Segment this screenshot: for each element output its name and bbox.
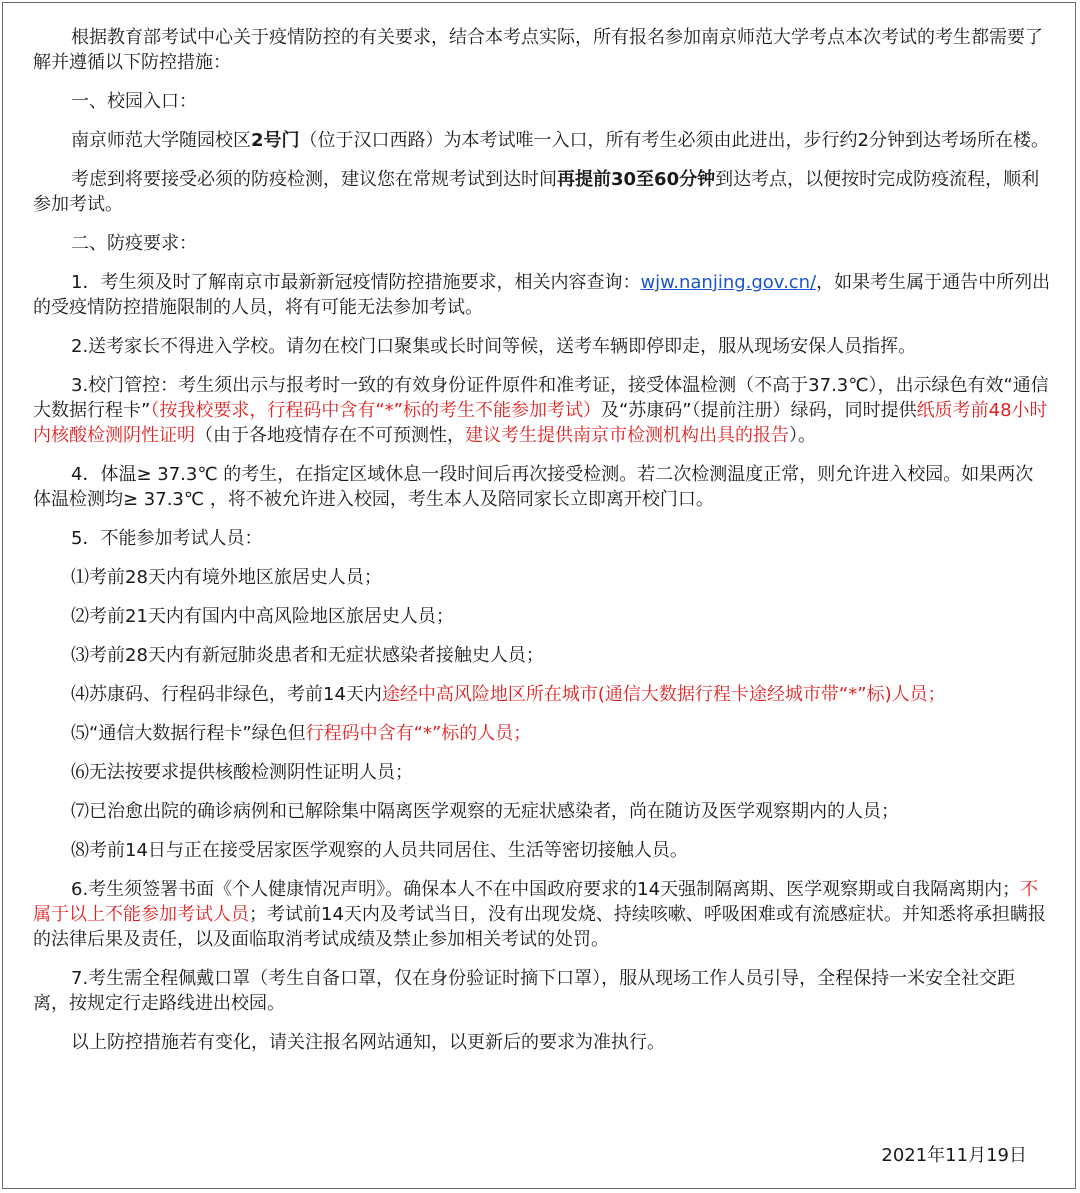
rule-7: 7.考生需全程佩戴口罩（考生自备口罩，仅在身份验证时摘下口罩），服从现场工作人员引导，全程保持一米安全社交距离，按规定行走路线进出校园。 — [33, 968, 1016, 1014]
exclusion-item-7: ⑺已治愈出院的确诊病例和已解除集中隔离医学观察的无症状感染者，尚在随访及医学观察期内的人员； — [71, 801, 899, 822]
arrival-text-a: 考虑到将要接受必须的防疫检测，建议您在常规考试到达时间 — [71, 169, 557, 190]
rule-3 — [33, 373, 1051, 448]
exclusion-item-1: ⑴考前28天内有境外地区旅居史人员； — [71, 567, 382, 588]
entrance-text-a: 南京师范大学随园校区 — [71, 130, 251, 151]
exclusion-item-5 — [33, 721, 1051, 746]
rule-3-text-a: 3.校门管控：考生须出示与报考时一致的有效身份证件原件和准考证，接受体温检测（不高于37.3℃），出示绿色有效“通信大数据行程卡” — [33, 375, 1049, 421]
rule-1 — [33, 270, 1051, 320]
exclusion-item-2: ⑵考前21天内有国内中高风险地区旅居史人员； — [71, 606, 454, 627]
entrance-text-c: （位于汉口西路）为本考试唯一入口，所有考生必须由此进出，步行约2分钟到达考场所在楼。 — [299, 130, 1049, 151]
rule-1-text-a: 1．考生须及时了解南京市最新新冠疫情防控措施要求，相关内容查询： — [71, 272, 641, 293]
arrival-paragraph — [33, 167, 1051, 217]
exclusion-item-4 — [33, 682, 1051, 707]
notice-date: 2021年11月19日 — [881, 1145, 1027, 1166]
section-requirements-title: 二、防疫要求： — [71, 233, 197, 254]
rule-5-title: 5．不能参加考试人员： — [71, 528, 263, 549]
exclusion-item-4-red: 途经中高风险地区所在城市(通信大数据行程卡途经城市带“*”标)人员； — [381, 684, 946, 705]
entrance-paragraph — [33, 128, 1051, 153]
arrival-text-c: 到达考点，以便按时完成防疫流程，顺利参加考试。 — [33, 169, 1040, 215]
rule-3-text-e: （由于各地疫情存在不可预测性， — [195, 425, 465, 446]
rule-4: 4．体温≥ 37.3℃ 的考生，在指定区域休息一段时间后再次接受检测。若二次检测温度正常，则允许进入校园。如果两次体温检测均≥ 37.3℃ ，将不被允许进入校园，考生本人及陪同家长立即离开校门口。 — [33, 464, 1034, 510]
rule-3-text-c: 及“苏康码”（提前注册）绿码，同时提供 — [600, 400, 917, 421]
closing-paragraph: 以上防控措施若有变化，请关注报名网站通知，以更新后的要求为准执行。 — [71, 1032, 665, 1053]
exclusion-item-8: ⑻考前14日与正在接受居家医学观察的人员共同居住、生活等密切接触人员。 — [71, 840, 688, 861]
health-website-link[interactable]: wjw.nanjing.gov.cn/ — [640, 272, 817, 293]
rule-6-text-c: ；考试前14天内及考试当日，没有出现发烧、持续咳嗽、呼吸困难或有流感症状。并知悉将承担瞒报的法律后果及责任，以及面临取消考试成绩及禁止参加相关考试的处罚。 — [33, 904, 1046, 950]
rule-2: 2.送考家长不得进入学校。请勿在校门口聚集或长时间等候，送考车辆即停即走，服从现场安保人员指挥。 — [71, 336, 917, 357]
rule-6-text-a: 6.考生须签署书面《个人健康情况声明》。确保本人不在中国政府要求的14天强制隔离期、医学观察期或自我隔离期内； — [71, 879, 1021, 900]
arrival-emphasis: 再提前30至60分钟 — [557, 169, 716, 190]
exclusion-item-5-red: 行程码中含有“*”标的人员； — [305, 723, 532, 744]
rule-3-red-f: 建议考生提供南京市检测机构出具的报告 — [465, 425, 789, 446]
rule-3-red-b: （按我校要求，行程码中含有“*”标的考生不能参加考试） — [150, 400, 601, 421]
rule-3-red-d: 纸质考前48小时内核酸检测阴性证明 — [33, 400, 1048, 446]
gate-number: 2号门 — [251, 130, 300, 151]
exclusion-item-5-text: ⑸“通信大数据行程卡”绿色但 — [71, 723, 306, 744]
intro-paragraph: 根据教育部考试中心关于疫情防控的有关要求，结合本考点实际，所有报名参加南京师范大学考点本次考试的考生都需要了解并遵循以下防控措施： — [33, 27, 1043, 73]
rule-6-red-b: 不属于以上不能参加考试人员 — [33, 879, 1039, 925]
rule-1-text-c: ，如果考生属于通告中所列出的受疫情防控措施限制的人员，将有可能无法参加考试。 — [33, 272, 1051, 318]
rule-3-text-g: ）。 — [789, 425, 816, 446]
notice-content — [33, 25, 1051, 1069]
section-entrance-title: 一、校园入口： — [71, 91, 197, 112]
notice-frame — [2, 2, 1076, 1189]
exclusion-item-6: ⑹无法按要求提供核酸检测阴性证明人员； — [71, 762, 413, 783]
rule-6 — [33, 877, 1051, 952]
exclusion-item-3: ⑶考前28天内有新冠肺炎患者和无症状感染者接触史人员； — [71, 645, 544, 666]
exclusion-item-4-text: ⑷苏康码、行程码非绿色，考前14天内 — [71, 684, 382, 705]
